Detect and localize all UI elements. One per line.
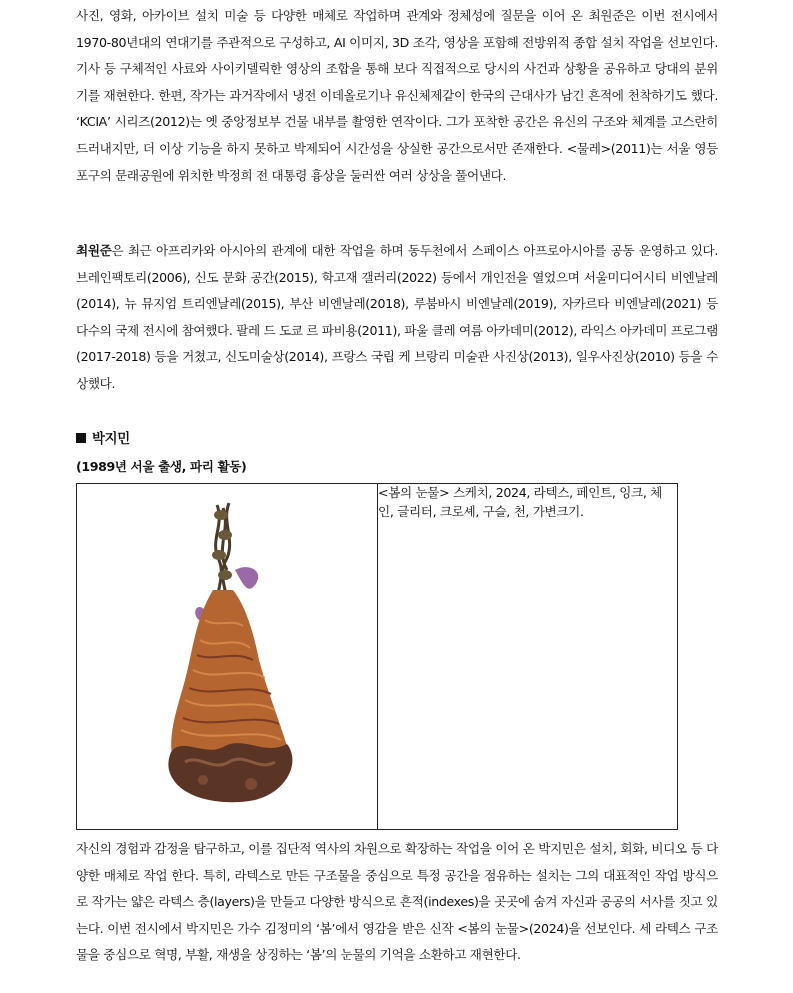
artist-subheading: (1989년 서울 출생, 파리 활동) xyxy=(76,459,247,474)
paragraph-choi-wonjun-work: 사진, 영화, 아카이브 설치 미술 등 다양한 매체로 작업하며 관계와 정체성에 질문을 이어 온 최원준은 이번 전시에서 1970-80년대의 연대기를 주관적으로 구성하고, AI 이미지, 3D 조각, 영상을 포함해 전방위적 종합 설치 작업을 선보인다. 기사 등 구체적인 사료와 사이키델릭한 영상의 조합을 통해 보다 직접적으로 당시의 사건과 상황을 공유하고 당대의 분위기를 재현한다. 한편, 작가는 과거작에서 냉전 이데올로기나 유신체제같이 한국의 근대사가 남긴 흔적에 천착하기도 했다. ‘KCIA’ 시리즈(2012)는 옛 중앙정보부 건물 내부를 촬영한 연작이다. 그가 포착한 공간은 유신의 구조와 체계를 고스란히 드러내지만, 더 이상 기능을 하지 못하고 박제되어 시간성을 상실한 공간으로서만 존재한다. <물레>(2011)는 서울 영등포구의 문래공원에 위치한 박정희 전 대통령 흉상을 둘러싼 여러 상상을 풀어낸다. xyxy=(76,8,718,183)
artist-name-inline: 최원준 xyxy=(76,243,112,258)
latex-sculpture-image xyxy=(155,500,305,805)
paragraph-bio-text: 은 최근 아프리카와 아시아의 관계에 대한 작업을 하며 동두천에서 스페이스 아프로아시아를 공동 운영하고 있다. 브레인팩토리(2006), 신도 문화 공간(2015), 학고재 갤러리(2022) 등에서 개인전을 열었으며 서울미디어시티 비엔날레(2014), 뉴 뮤지엄 트리엔날레(2015), 부산 비엔날레(2018), 루붐바시 비엔날레(2019), 자카르타 비엔날레(2021) 등 다수의 국제 전시에 참여했다. 팔레 드 도쿄 르 파비용(2011), 파울 클레 여름 아카데미(2012), 라익스 아카데미 프로그램(2017-2018) 등을 거쳤고, 신도미술상(2014), 프랑스 국립 케 브랑리 미술관 사진상(2013), 일우사진상(2010) 등을 수상했다. xyxy=(76,243,718,391)
square-bullet-icon xyxy=(76,433,86,443)
paragraph-choi-wonjun-bio xyxy=(76,238,718,398)
artwork-table xyxy=(76,483,678,830)
artwork-caption: <봄의 눈물> 스케치, 2024, 라텍스, 페인트, 잉크, 체인, 글리터, 크로셰, 구슬, 천, 가변크기. xyxy=(378,485,662,519)
artist-heading xyxy=(76,428,130,447)
artwork-image-cell xyxy=(77,484,378,830)
artist-heading-label: 박지민 xyxy=(92,432,130,447)
paragraph-park-jimin-work: 자신의 경험과 감정을 탐구하고, 이를 집단적 역사의 차원으로 확장하는 작업을 이어 온 박지민은 설치, 회화, 비디오 등 다양한 매체로 작업 한다. 특히, 라텍스로 만든 구조물을 중심으로 특정 공간을 점유하는 설치는 그의 대표적인 작업 방식으로 작가는 얇은 라텍스 층(layers)을 만들고 다양한 방식으로 흔적(indexes)을 곳곳에 숨겨 자신과 공공의 서사를 짓고 있는다. 이번 전시에서 박지민은 가수 김정미의 ‘봄’에서 영감을 받은 신작 <봄의 눈물>(2024)을 선보인다. 세 라텍스 구조물을 중심으로 혁명, 부활, 재생을 상징하는 ‘봄’의 눈물의 기억을 소환하고 재현한다. xyxy=(76,841,718,963)
artwork-caption-cell xyxy=(378,484,678,830)
